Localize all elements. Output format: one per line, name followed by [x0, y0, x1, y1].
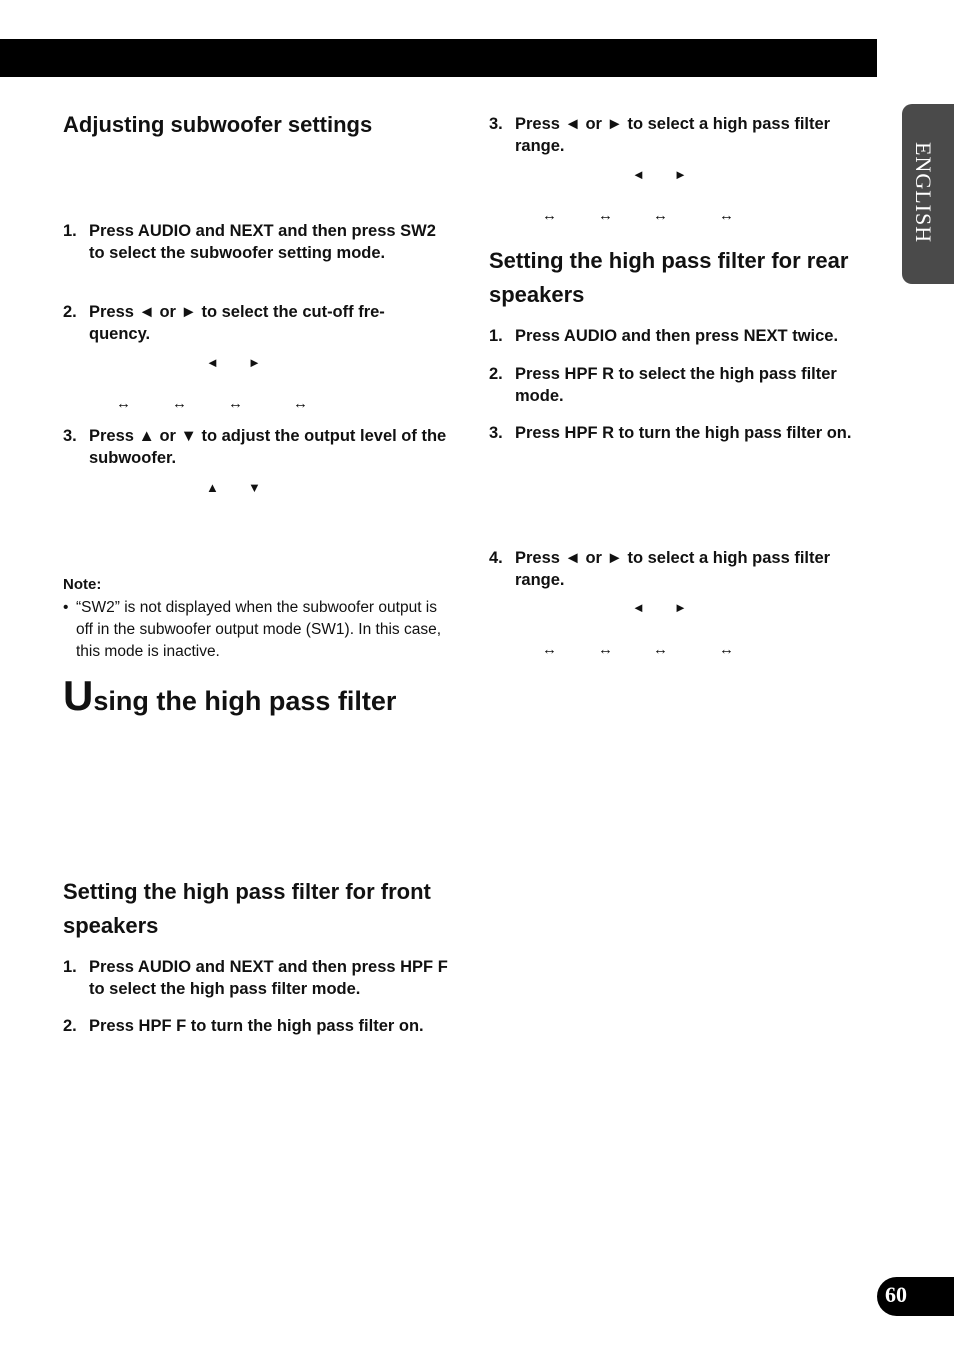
right-arrow-icon: ► — [674, 600, 687, 615]
rear-step-4: 4. Press ◄ or ► to select a high pass filter range. — [489, 549, 831, 589]
page-number-tab — [877, 1277, 954, 1316]
hpf-section-heading — [63, 672, 396, 720]
double-arrow-icon: ↔ — [116, 395, 131, 412]
double-arrow-icon: ↔ — [293, 395, 308, 412]
double-arrow-icon: ↔ — [172, 395, 187, 412]
rear-step-3: 3. Press HPF R to turn the high pass filter on. — [489, 424, 852, 442]
double-arrow-icon: ↔ — [719, 207, 734, 224]
rear-step-2: 2. Press HPF R to select the high pass filter mode. — [489, 365, 837, 405]
down-arrow-icon: ▼ — [248, 480, 261, 495]
language-tab-label: ENGLISH — [911, 142, 936, 244]
double-arrow-icon: ↔ — [719, 641, 734, 658]
double-arrow-icon: ↔ — [542, 641, 557, 658]
left-arrow-icon: ◄ — [632, 600, 645, 615]
right-arrow-icon: ► — [248, 355, 261, 370]
subwoofer-step-3: 3. Press ▲ or ▼ to adjust the output level of the subwoofer. — [63, 427, 447, 467]
rear-step-1: 1. Press AUDIO and then press NEXT twice. — [489, 327, 839, 345]
note-body — [63, 597, 453, 663]
front-hpf-heading: Setting the high pass filter for front speakers — [63, 879, 431, 938]
double-arrow-icon: ↔ — [653, 207, 668, 224]
hpf-heading-initial: U — [63, 672, 94, 719]
double-arrow-icon: ↔ — [228, 395, 243, 412]
hpf-heading-rest: sing the high pass filter — [93, 686, 397, 716]
subwoofer-heading: Adjusting subwoofer settings — [63, 112, 373, 137]
double-arrow-icon: ↔ — [598, 641, 613, 658]
rear-hpf-heading: Setting the high pass filter for rear speakers — [489, 248, 849, 307]
double-arrow-icon: ↔ — [653, 641, 668, 658]
up-arrow-icon: ▲ — [206, 480, 219, 495]
left-arrow-icon: ◄ — [206, 355, 219, 370]
left-arrow-icon: ◄ — [632, 167, 645, 182]
double-arrow-icon: ↔ — [542, 207, 557, 224]
front-step-3: 3. Press ◄ or ► to select a high pass filter range. — [489, 115, 831, 155]
front-step-2: 2. Press HPF F to turn the high pass filter on. — [63, 1017, 424, 1035]
note-bullet: • — [63, 599, 69, 616]
note-label: Note: — [63, 576, 102, 593]
right-arrow-icon: ► — [674, 167, 687, 182]
header-bar — [0, 39, 877, 77]
subwoofer-step-1: 1. Press AUDIO and NEXT and then press SW2 to select the subwoofer setting mode. — [63, 222, 436, 262]
page-number: 60 — [885, 1282, 907, 1307]
language-tab — [902, 104, 954, 284]
front-step-1: 1. Press AUDIO and NEXT and then press HPF F to select the high pass filter mode. — [63, 958, 448, 998]
note-text: “SW2” is not displayed when the subwoofer output is off in the subwoofer output mode (SW1). In this case, this mode is inactive. — [76, 599, 442, 660]
subwoofer-step-2: 2. Press ◄ or ► to select the cut-off fre-quency. — [63, 303, 385, 343]
double-arrow-icon: ↔ — [598, 207, 613, 224]
